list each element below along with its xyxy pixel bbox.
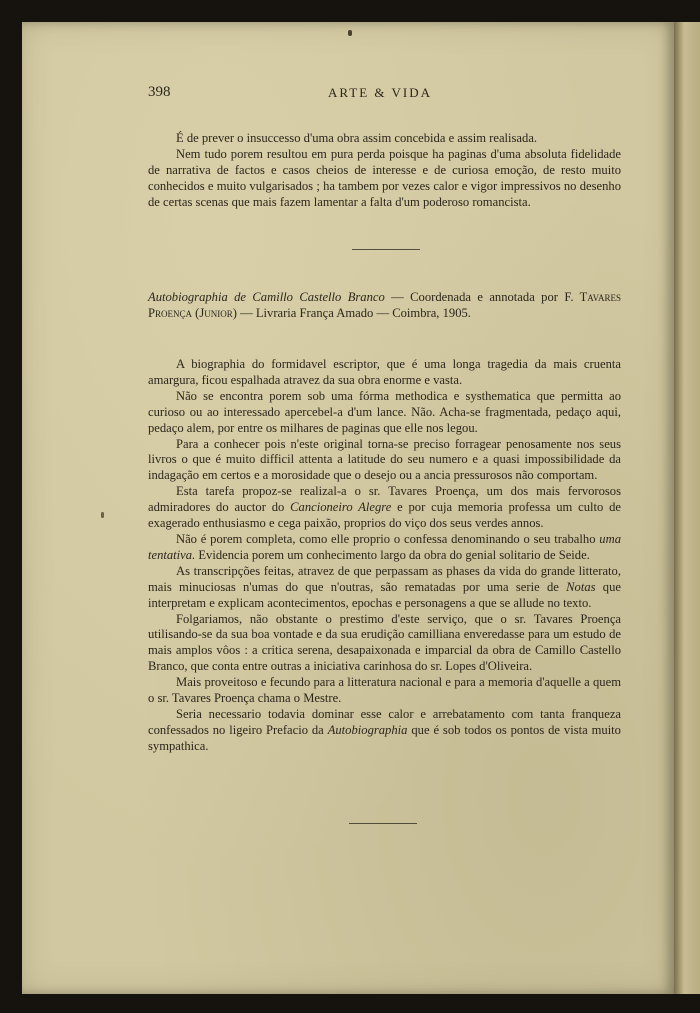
citation-line bbox=[148, 290, 621, 322]
text-run: e por cuja memoria professa um culto de exagerado enthusiasmo e cega paixão, proprios do viço dos seus verdes annos. bbox=[148, 500, 621, 531]
citation-author: F. Tavares Proença (Junior) bbox=[148, 290, 621, 320]
review-body bbox=[148, 357, 621, 755]
book-citation bbox=[148, 290, 621, 322]
binding-mark bbox=[348, 30, 352, 36]
text-run: Seria necessario todavia dominar esse calor e arrebatamento com tanta franqueza confessados no ligeiro Prefacio da bbox=[148, 706, 621, 737]
text-run: Evidencia porem um conhecimento largo da obra do genial solitario de Seide. bbox=[195, 547, 590, 562]
text-run: Esta tarefa propoz-se realizal-a o sr. Tavares Proença, um dos mais fervorosos admiradores do auctor do bbox=[148, 484, 621, 515]
citation-part: — Coordenada e annotada por bbox=[384, 290, 565, 304]
paragraph: A biographia do formidavel escriptor, que é uma longa tragedia da mais cruenta amargura, ficou espalhada atravez da sua obra enorme e vasta. bbox=[148, 357, 621, 387]
text-run: Não é porem completa, como elle proprio o confessa denominando o seu trabalho bbox=[176, 531, 600, 546]
text-run: As transcripções feitas, atravez de que perpassam as phases da vida do grande litterato, mais minuciosas n'umas do que n'outras, são rematadas por uma serie de bbox=[148, 563, 621, 594]
section-divider bbox=[352, 249, 420, 250]
paragraph bbox=[148, 564, 621, 612]
paragraph bbox=[148, 484, 621, 532]
italic-title: Autobiographia bbox=[327, 722, 408, 737]
italic-word: Notas bbox=[566, 579, 596, 594]
page-number: 398 bbox=[148, 84, 171, 100]
paragraph: Mais proveitoso e fecundo para a litteratura nacional e para a memoria d'aquelle a quem o sr. Tavares Proença chama o Mestre. bbox=[148, 675, 621, 706]
paragraph bbox=[148, 707, 621, 755]
paragraph: Folgariamos, não obstante o prestimo d'este serviço, que o sr. Tavares Proença utilisando-se da sua boa vontade e da sua erudição camilliana enveredasse para um estudo de mais amplos vôos : a critica serena, desapaixonada e imparcial da obra de Camillo Castello Branco, que conta entre outras a iniciativa carinhosa do sr. Lopes d'Oliveira. bbox=[148, 611, 621, 674]
italic-title: Cancioneiro Alegre bbox=[290, 500, 392, 515]
italic-phrase: uma tentativa. bbox=[148, 531, 621, 562]
paragraph: Não se encontra porem sob uma fórma methodica e systhematica que permitta ao curioso ou ao interessado apercebel-a d'um lance. Não. Acha-se fragmentada, pedaço aqui, pedaço alem, por entre os milhares de paginas que elle nos legou. bbox=[148, 388, 621, 435]
margin-speck bbox=[101, 512, 104, 518]
paragraph: Nem tudo porem resultou em pura perda poisque ha paginas d'uma absoluta fidelidade de narrativa de factos e casos cheios de interesse e de curiosa emoção, de resto muito conhecidos e muito vulgarisados ; ha tambem por vezes calor e vigor impressivos no desenho de certas scenas que mais fazem lamentar a falta d'um poderoso romancista. bbox=[148, 146, 621, 209]
adjacent-page-edge bbox=[674, 22, 700, 994]
paragraph bbox=[148, 532, 621, 564]
text-run: que interpretam e explicam acontecimentos, epochas e personagens a que se allude no texto. bbox=[148, 579, 621, 610]
paragraph: Para a conhecer pois n'este original torna-se preciso forragear penosamente nos seus livros o que é muito difficil attenta a latitude do seu numero e a quasi impossibilidade da indagação em certos e a morosidade que o desejo ou a ancia pressurosos não comportam. bbox=[148, 436, 621, 483]
citation-title: Autobiographia de Camillo Castello Branco bbox=[148, 290, 385, 304]
end-divider bbox=[349, 823, 417, 824]
paragraph: É de prever o insuccesso d'uma obra assim concebida e assim realisada. bbox=[176, 131, 538, 145]
citation-part: — Livraria França Amado — Coimbra, 1905. bbox=[236, 305, 471, 320]
opening-paragraphs bbox=[148, 131, 621, 211]
running-title: ARTE & VIDA bbox=[328, 85, 433, 100]
text-run: que é sob todos os pontos de vista muito sympathica. bbox=[148, 722, 621, 753]
